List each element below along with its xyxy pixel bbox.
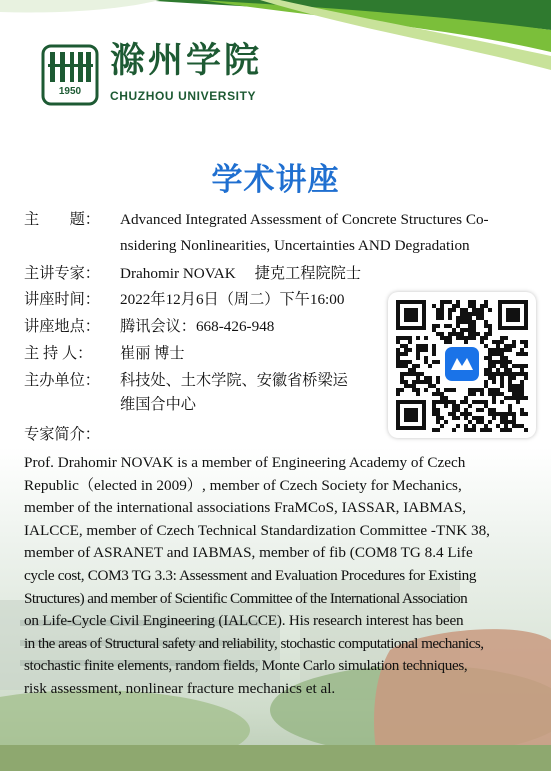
tencent-meeting-icon: [445, 347, 479, 381]
university-name-en: CHUZHOU UNIVERSITY: [110, 89, 257, 103]
bio-line: on Life-Cycle Civil Engineering (IALCCE). His research interest has been: [24, 612, 464, 630]
topic-line-2: nsidering Nonlinearities, Uncertainties AND Degradation: [120, 237, 470, 254]
speaker-label: 主讲专家：: [24, 265, 100, 282]
university-name-cn: 滁州学院: [110, 41, 263, 81]
organizer-line-2: 维国合中心: [120, 396, 196, 413]
bio-text: [24, 452, 544, 701]
topic-label: 主 题：: [24, 211, 100, 228]
logo-year: 1950: [58, 86, 82, 97]
topic-row: [24, 208, 489, 254]
time-label: 讲座时间：: [24, 291, 100, 308]
page-title: 学术讲座: [211, 162, 340, 198]
bio-line: risk assessment, nonlinear fracture mechanics et al.: [24, 679, 336, 697]
bio-line: Structures) and member of Scientific Committee of the International Association: [24, 589, 468, 607]
time-value: 2022年12月6日（周二）下午16:00: [120, 291, 345, 308]
topic-line-1: Advanced Integrated Assessment of Concrete Structures Co-: [120, 211, 489, 228]
topic-value: [120, 208, 546, 258]
bio-line: member of the international associations FraMCoS, IASSAR, IABMAS,: [24, 499, 467, 517]
bio-line: Republic（elected in 2009）, member of Czech Society for Mechanics,: [24, 476, 462, 494]
qr-code-image: [388, 292, 536, 438]
organizer-value: [120, 369, 348, 417]
host-label: 主 持 人：: [24, 345, 93, 362]
bio-label: 专家简介：: [24, 426, 100, 443]
host-value: 崔丽 博士: [120, 345, 185, 362]
organizer-row: [24, 369, 348, 413]
speaker-value: Drahomir NOVAK 捷克工程院院士: [120, 265, 362, 282]
bio-line: cycle cost, COM3 TG 3.3: Assessment and Evaluation Procedures for Existing: [24, 566, 477, 584]
organizer-label: 主办单位：: [24, 372, 100, 389]
bio-line: in the areas of Structural safety and reliability, stochastic computational mechanics,: [24, 634, 484, 652]
venue-value: 腾讯会议：668-426-948: [120, 318, 275, 335]
host-row: [24, 342, 185, 366]
organizer-line-1: 科技处、土木学院、安徽省桥梁运: [120, 372, 348, 389]
bio-line: Prof. Drahomir NOVAK is a member of Engineering Academy of Czech: [24, 454, 466, 471]
bio-line: member of ASRANET and IABMAS, member of fib (COM8 TG 8.4 Life: [24, 544, 473, 562]
bio-line: stochastic finite elements, random fields, Monte Carlo simulation techniques,: [24, 657, 468, 675]
venue-row: [24, 315, 275, 339]
bio-line: IALCCE, member of Czech Technical Standardization Committee -TNK 38,: [24, 521, 490, 539]
speaker-row: [24, 262, 362, 286]
qr-code[interactable]: [388, 292, 536, 438]
bio-label-row: [24, 423, 100, 447]
time-row: [24, 288, 345, 312]
venue-label: 讲座地点：: [24, 318, 100, 335]
